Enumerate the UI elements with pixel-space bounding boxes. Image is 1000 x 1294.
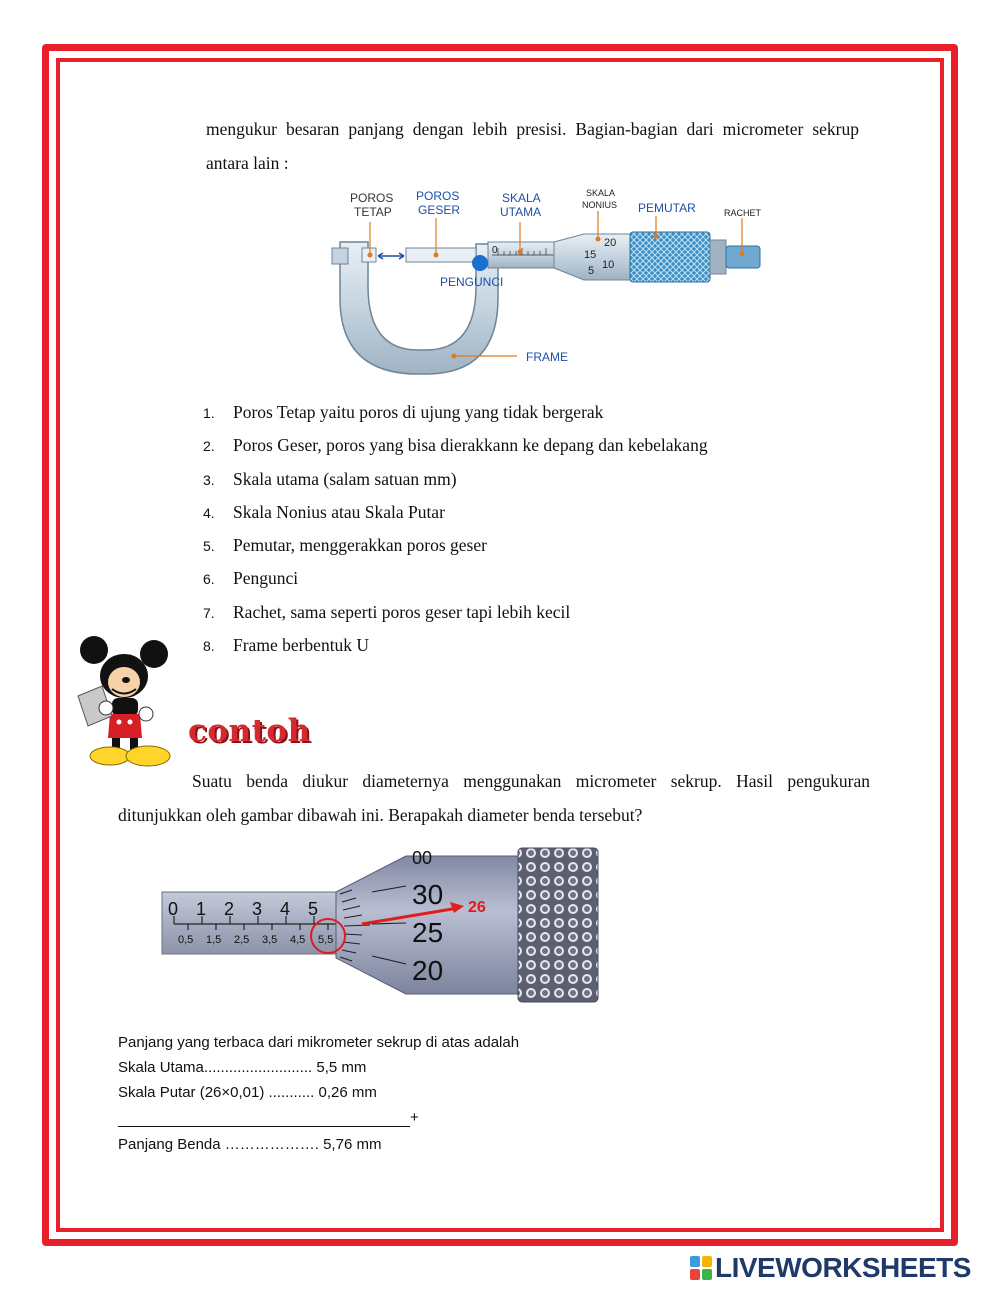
label-skala-utama-2: UTAMA <box>500 205 542 219</box>
calc-line-thimble-scale: Skala Putar (26×0,01) ........... 0,26 mm <box>118 1084 377 1101</box>
label-poros-geser-2: GESER <box>418 203 461 217</box>
label-pemutar: PEMUTAR <box>638 201 696 215</box>
half-scale-3-5: 3,5 <box>262 934 278 946</box>
micrometer-reading-figure <box>160 846 600 1006</box>
list-item: 2. Poros Geser, poros yang bisa dierakkann ke depang dan kebelakang <box>203 435 708 456</box>
knurled-pemutar <box>630 232 710 282</box>
svg-text:00: 00 <box>412 848 433 868</box>
plus-sign: + <box>410 1109 419 1126</box>
thimble-num-30: 30 <box>412 879 444 910</box>
thimble-num-15: 15 <box>584 249 597 261</box>
main-scale-3: 3 <box>252 899 263 919</box>
liveworksheets-logo-icon <box>690 1256 712 1280</box>
list-item: 6. Pengunci <box>203 568 299 589</box>
label-poros-geser-1: POROS <box>416 189 460 203</box>
label-poros-tetap-2: TETAP <box>354 205 392 219</box>
thimble-num-10: 10 <box>602 259 615 271</box>
half-scale-4-5: 4,5 <box>290 934 306 946</box>
label-skala-utama-1: SKALA <box>502 191 541 205</box>
label-poros-tetap-1: POROS <box>350 191 394 205</box>
half-scale-0-5: 0,5 <box>178 934 194 946</box>
half-scale-5-5: 5,5 <box>318 934 334 946</box>
half-scale-2-5: 2,5 <box>234 934 250 946</box>
list-item: 1. Poros Tetap yaitu poros di ujung yang tidak bergerak <box>203 402 604 422</box>
gap-arrow <box>378 253 404 259</box>
pengunci-knob <box>472 255 488 271</box>
example-heading: contoh <box>188 713 311 749</box>
calc-result: Panjang Benda ………………. 5,76 mm <box>118 1136 382 1153</box>
sleeve-zero: 0 <box>492 245 498 256</box>
main-scale-2: 2 <box>224 899 235 919</box>
main-scale-1: 1 <box>196 899 207 919</box>
label-frame: FRAME <box>526 350 568 364</box>
parts-list <box>203 396 708 662</box>
calc-intro: Panjang yang terbaca dari mikrometer sekrup di atas adalah <box>118 1034 520 1051</box>
rachet-knob <box>726 246 760 268</box>
intro-paragraph: mengukur besaran panjang dengan lebih presisi. Bagian-bagian dari micrometer sekrup antara lain : <box>206 119 859 173</box>
list-item: 7. Rachet, sama seperti poros geser tapi lebih kecil <box>203 601 571 622</box>
list-item: 8. Frame berbentuk U <box>203 635 370 656</box>
half-scale-1-5: 1,5 <box>206 934 222 946</box>
micrometer-parts-diagram <box>322 186 772 378</box>
reading-knurl <box>518 848 598 1002</box>
main-scale-4: 4 <box>280 899 291 919</box>
example-question: Suatu benda diukur diameternya menggunakan micrometer sekrup. Hasil pengukuran ditunjukkan oleh gambar dibawah ini. Berapakah diameter benda tersebut? <box>118 771 870 825</box>
sum-line <box>118 1126 410 1127</box>
thimble-num-20: 20 <box>604 237 617 249</box>
mascot-illustration <box>72 634 178 770</box>
label-rachet: RACHET <box>724 208 762 218</box>
main-scale-5: 5 <box>308 899 319 919</box>
pointer-value: 26 <box>468 899 486 916</box>
label-skala-nonius-2: NONIUS <box>582 200 618 210</box>
list-item: 4. Skala Nonius atau Skala Putar <box>203 501 445 522</box>
brand-text: LIVEWORKSHEETS <box>715 1252 971 1283</box>
rachet-body <box>710 240 726 274</box>
label-skala-nonius-1: SKALA <box>586 188 616 198</box>
label-pengunci: PENGUNCI <box>440 275 504 289</box>
thimble-num-20: 20 <box>412 955 444 986</box>
thimble-num-5: 5 <box>588 265 595 277</box>
thimble-num-25: 25 <box>412 917 444 948</box>
watermark-brand[interactable] <box>690 1252 971 1284</box>
calc-line-main-scale: Skala Utama.......................... 5,5 mm <box>118 1059 367 1076</box>
spindle <box>406 248 476 262</box>
list-item: 5. Pemutar, menggerakkan poros geser <box>203 535 487 556</box>
anvil-block <box>332 248 348 264</box>
main-scale-0: 0 <box>168 899 179 919</box>
list-item: 3. Skala utama (salam satuan mm) <box>203 468 457 489</box>
